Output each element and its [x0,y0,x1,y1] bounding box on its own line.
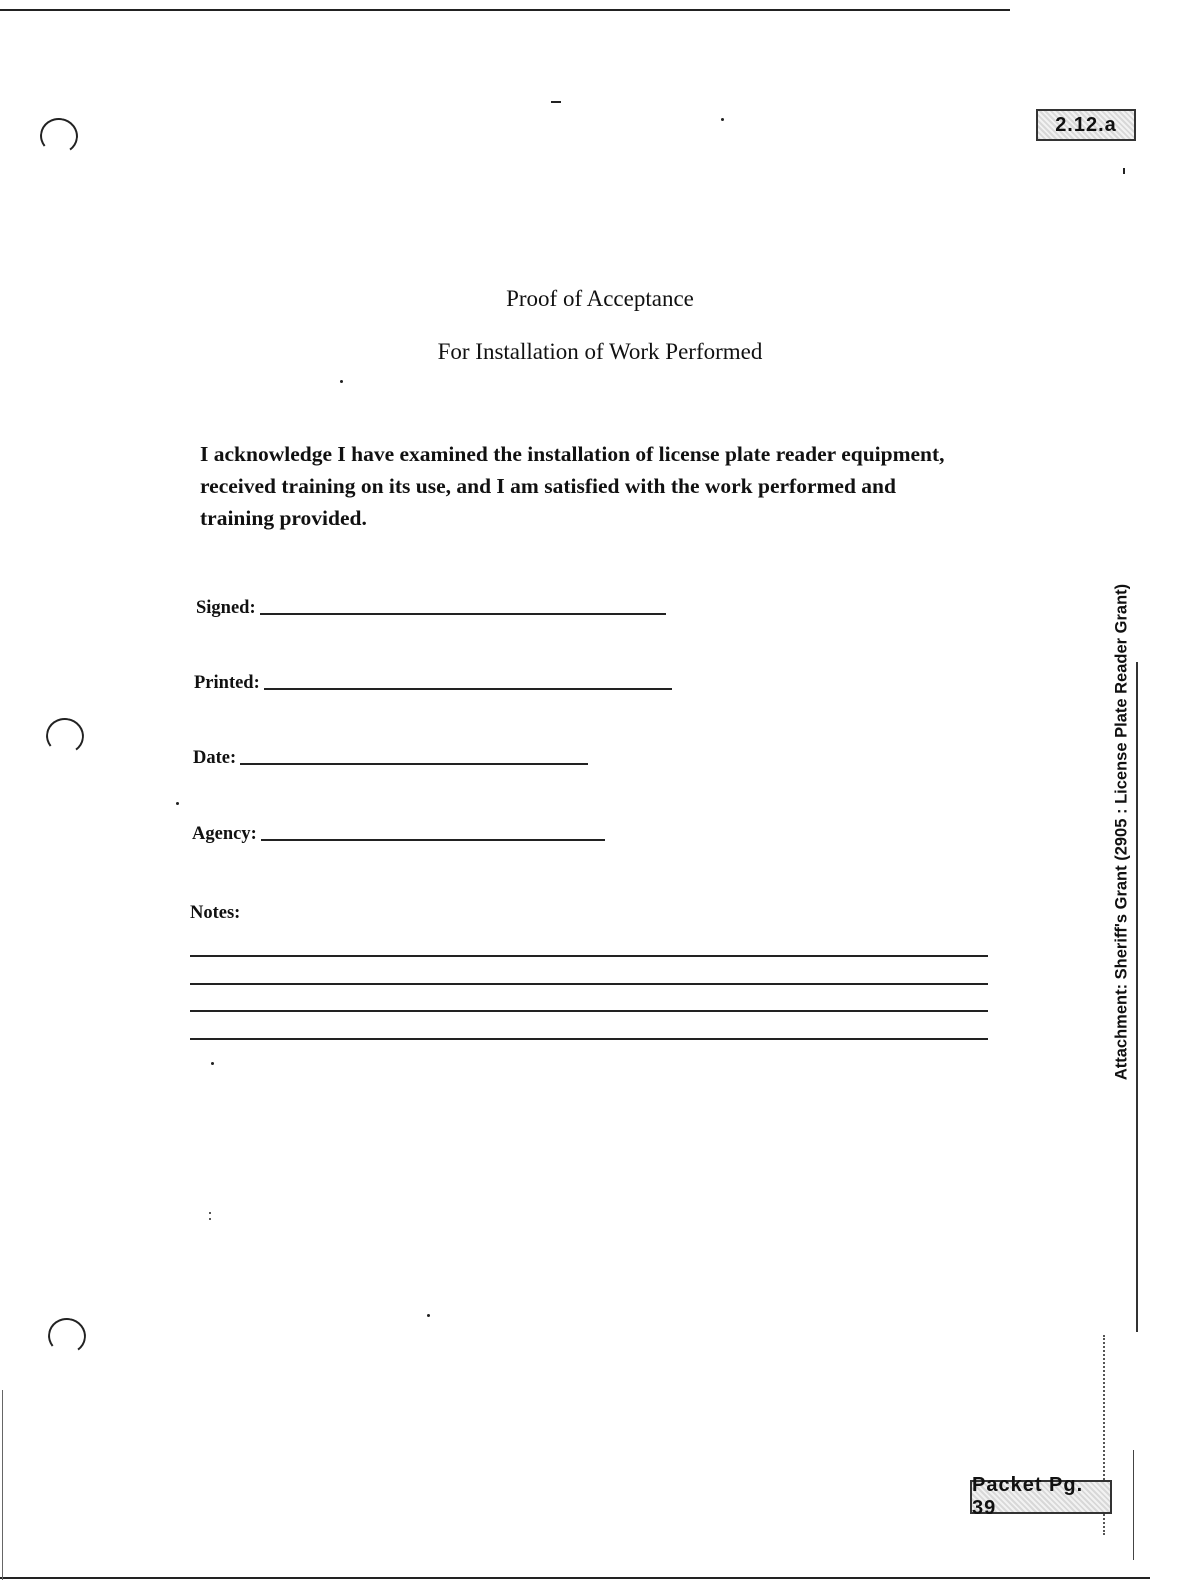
notes-line[interactable] [190,1010,988,1012]
scan-speck [211,1062,214,1065]
notes-label: Notes: [190,903,241,923]
agency-label: Agency: [192,824,257,844]
scan-speck [427,1314,430,1317]
scan-speck [551,101,561,103]
scan-speck [721,118,724,121]
section-stamp-text: 2.12.a [1055,113,1117,136]
bottom-border-line [0,1577,1150,1579]
top-border-line [0,9,1010,11]
date-label: Date: [193,748,237,768]
agency-field [192,824,605,845]
printed-label: Printed: [194,673,260,693]
attachment-side-label: Attachment: Sheriff's Grant (2905 : License Plate Reader Grant) [1112,583,1131,1081]
date-field [193,748,588,769]
scan-speck [340,380,343,383]
printed-field [194,673,672,694]
scan-speck [209,1218,211,1220]
left-border-line [2,1390,3,1580]
punch-hole-bottom [46,1316,89,1357]
side-margin-line [1136,662,1138,1332]
document-subtitle: For Installation of Work Performed [437,339,763,364]
notes-line[interactable] [190,1038,988,1040]
signed-label: Signed: [196,598,256,618]
notes-line[interactable] [190,983,988,985]
printed-line[interactable] [264,687,672,690]
section-stamp [1036,109,1136,141]
punch-hole-top [38,116,81,157]
signed-field [196,598,666,619]
acknowledgement-paragraph: I acknowledge I have examined the installation of license plate reader equipment, received training on its use, and I am satisfied with the work performed and training provided. [200,442,945,530]
scan-speck [209,1212,211,1214]
document-title: Proof of Acceptance [506,286,694,311]
scan-speck [176,802,179,805]
packet-page-stamp [970,1474,1112,1519]
notes-line[interactable] [190,955,988,957]
punch-hole-middle [44,716,87,757]
side-margin-line-lower [1133,1450,1134,1560]
signed-line[interactable] [260,612,666,615]
packet-page-stamp-text: Packet Pg. 39 [972,1474,1084,1519]
agency-line[interactable] [261,838,605,841]
scan-speck [1123,168,1125,174]
date-line[interactable] [240,762,588,765]
